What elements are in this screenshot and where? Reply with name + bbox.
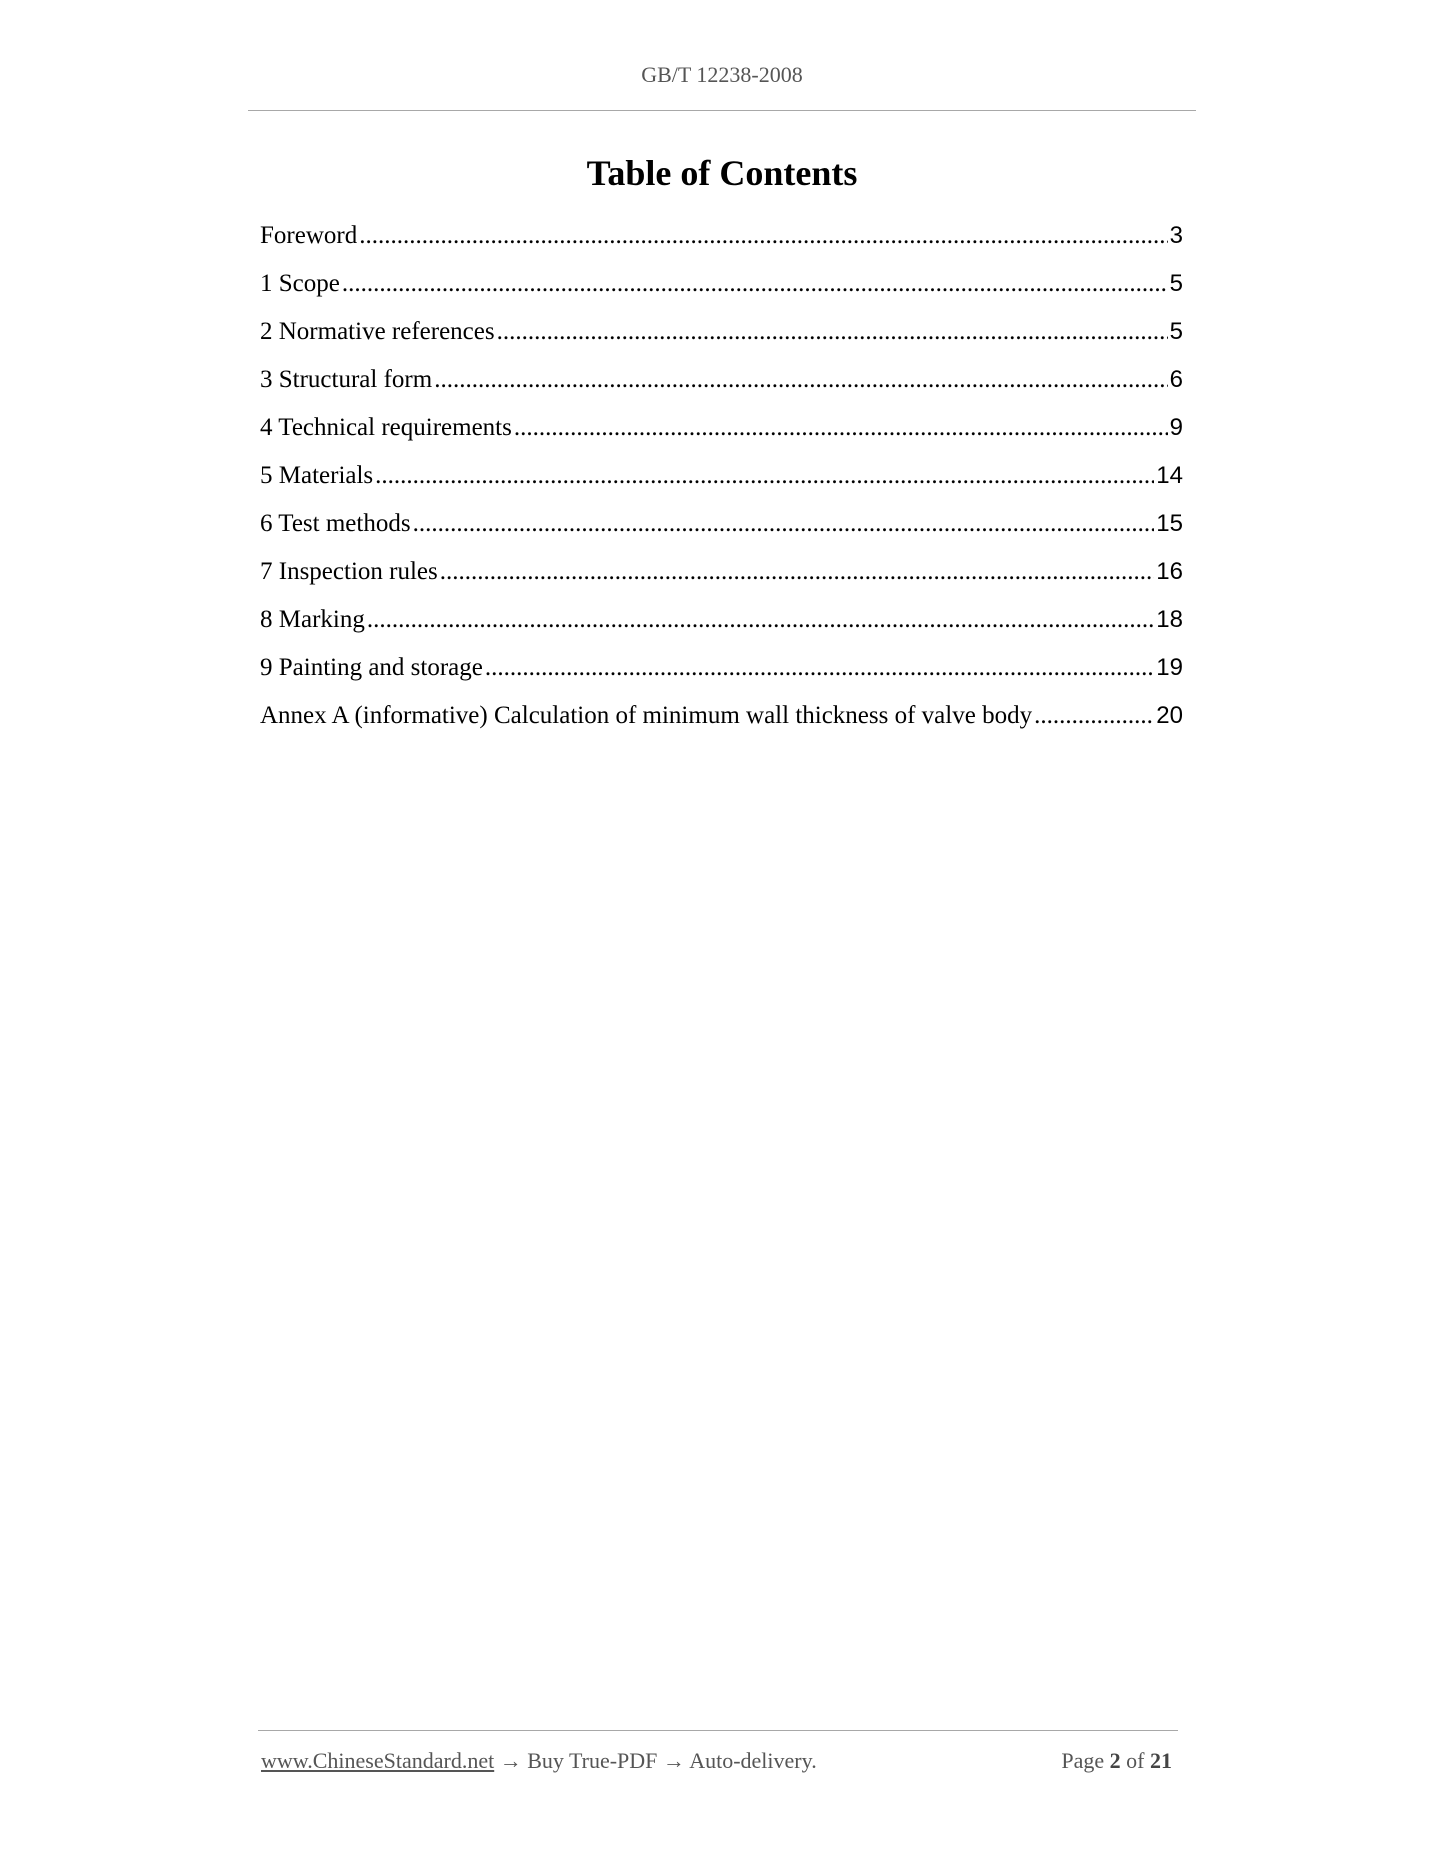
toc-entry-foreword[interactable] (260, 222, 1183, 270)
auto-delivery-text: Auto-delivery. (689, 1748, 817, 1773)
toc-leader-dots (514, 414, 1168, 442)
toc-title: Table of Contents (586, 153, 858, 193)
toc-entry-page: 18 (1156, 606, 1183, 633)
toc-entry-page: 5 (1169, 270, 1183, 297)
toc-entry-page: 20 (1156, 702, 1183, 729)
toc-entry-label: Annex A (informative) Calculation of minimum wall thickness of valve body (260, 702, 1033, 729)
toc-entry-page: 3 (1169, 222, 1183, 249)
website-link[interactable]: www.ChineseStandard.net (261, 1748, 495, 1773)
toc-entry-label: Foreword (260, 222, 358, 249)
toc-leader-dots (359, 222, 1167, 250)
toc-entry-marking[interactable] (260, 606, 1183, 654)
toc-entry-label: 4 Technical requirements (260, 414, 512, 441)
toc-entry-normative-references[interactable] (260, 318, 1183, 366)
arrow-right-icon: → (657, 1748, 690, 1773)
current-page-number: 2 (1109, 1748, 1121, 1773)
toc-leader-dots (1034, 702, 1154, 730)
arrow-right-icon: → (494, 1748, 528, 1773)
toc-entry-label: 9 Painting and storage (260, 654, 483, 681)
toc-entry-inspection-rules[interactable] (260, 558, 1183, 606)
toc-entry-annex-a[interactable] (260, 702, 1183, 750)
toc-entry-label: 5 Materials (260, 462, 374, 489)
document-code-header: GB/T 12238-2008 (641, 62, 803, 87)
toc-entry-scope[interactable] (260, 270, 1183, 318)
toc-entry-page: 14 (1156, 462, 1183, 489)
total-page-count: 21 (1150, 1748, 1172, 1773)
toc-entry-label: 7 Inspection rules (260, 558, 438, 585)
footer-promo (261, 1748, 817, 1774)
toc-leader-dots (375, 462, 1154, 490)
toc-entry-page: 19 (1156, 654, 1183, 681)
toc-entry-label: 1 Scope (260, 270, 340, 297)
footer-divider (258, 1730, 1178, 1731)
toc-entry-page: 16 (1156, 558, 1183, 585)
toc-entry-label: 3 Structural form (260, 366, 433, 393)
toc-entry-materials[interactable] (260, 462, 1183, 510)
toc-entry-label: 6 Test methods (260, 510, 411, 537)
toc-entry-structural-form[interactable] (260, 366, 1183, 414)
toc-entry-page: 5 (1169, 318, 1183, 345)
toc-list (260, 222, 1183, 750)
toc-entry-page: 6 (1169, 366, 1183, 393)
page-number (1061, 1748, 1172, 1774)
toc-entry-label: 8 Marking (260, 606, 365, 633)
buy-true-pdf-text: Buy True-PDF (527, 1748, 658, 1773)
toc-entry-page: 15 (1156, 510, 1183, 537)
toc-leader-dots (434, 366, 1167, 394)
page-word: Page (1061, 1748, 1105, 1773)
toc-leader-dots (497, 318, 1168, 346)
toc-entry-page: 9 (1169, 414, 1183, 441)
header-divider (248, 110, 1196, 111)
of-word: of (1126, 1748, 1145, 1773)
toc-leader-dots (485, 654, 1154, 682)
toc-entry-painting-and-storage[interactable] (260, 654, 1183, 702)
toc-entry-test-methods[interactable] (260, 510, 1183, 558)
toc-leader-dots (413, 510, 1155, 538)
toc-leader-dots (342, 270, 1168, 298)
toc-leader-dots (367, 606, 1154, 634)
toc-entry-label: 2 Normative references (260, 318, 495, 345)
toc-entry-technical-requirements[interactable] (260, 414, 1183, 462)
toc-leader-dots (440, 558, 1155, 586)
